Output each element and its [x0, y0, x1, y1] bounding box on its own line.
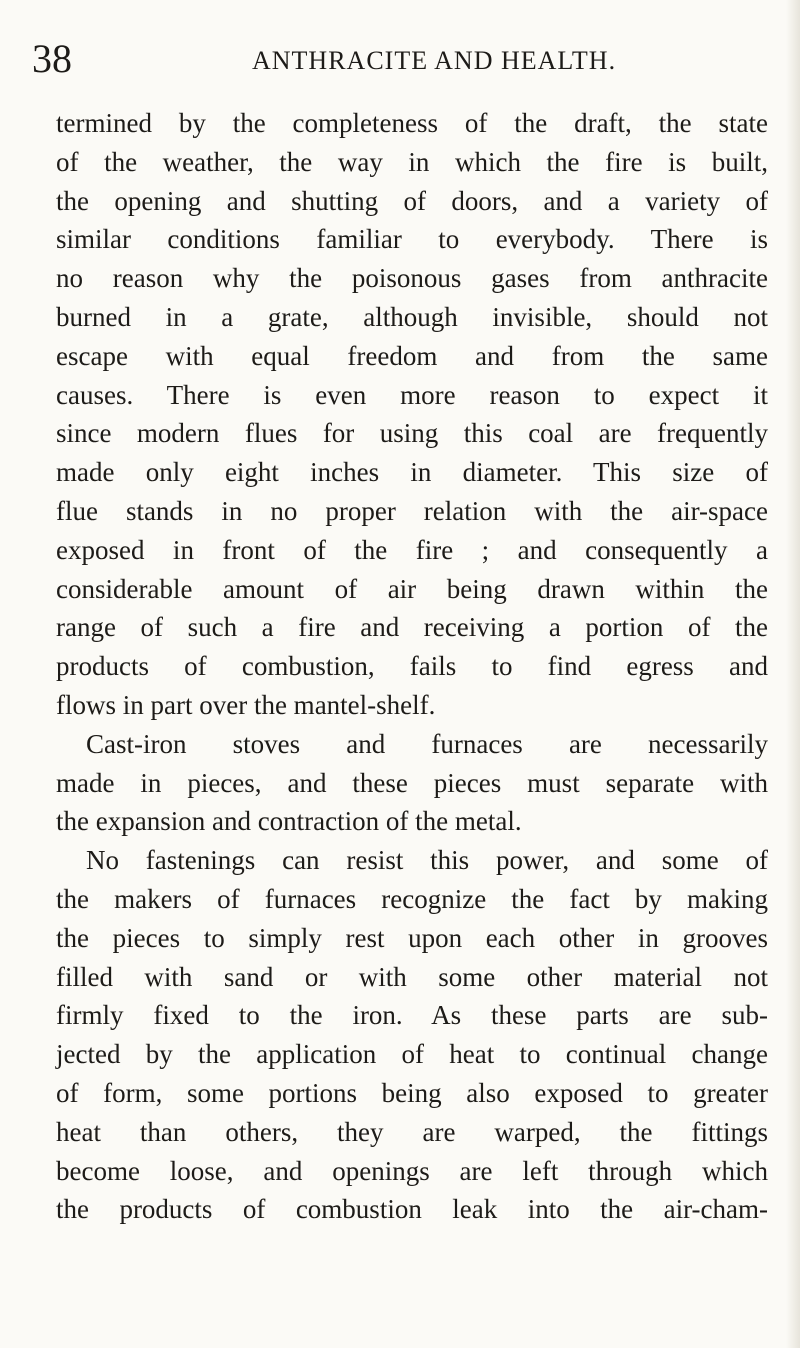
- text-line: of form, some portions being also exposed to greater: [56, 1077, 768, 1108]
- text-line: termined by the completeness of the draft, the state: [56, 108, 768, 138]
- body-text: [56, 104, 768, 1229]
- text-line: similar conditions familiar to everybody. There is: [56, 224, 768, 255]
- text-line: the pieces to simply rest upon each other in grooves: [56, 922, 768, 953]
- text-line: range of such a fire and receiving a portion of the: [56, 612, 768, 643]
- text-line: firmly fixed to the iron. As these parts are sub-: [56, 1000, 768, 1031]
- page-edge-shadow: [786, 0, 800, 1348]
- text-line: No fastenings can resist this power, and some of: [86, 845, 768, 876]
- text-line: since modern flues for using this coal are frequently: [56, 418, 768, 449]
- text-line: burned in a grate, although invisible, should not: [56, 301, 768, 332]
- text-line: heat than others, they are warped, the fittings: [56, 1116, 768, 1147]
- text-line: the opening and shutting of doors, and a variety of: [56, 185, 768, 216]
- text-line: escape with equal freedom and from the same: [56, 340, 768, 371]
- page-number: 38: [32, 36, 72, 81]
- text-line: the expansion and contraction of the metal.: [56, 806, 522, 837]
- text-line: flue stands in no proper relation with the air-space: [56, 495, 768, 526]
- text-line: made in pieces, and these pieces must separate with: [56, 767, 768, 798]
- text-line: of the weather, the way in which the fire is built,: [56, 146, 768, 177]
- text-line: made only eight inches in diameter. This size of: [56, 457, 768, 488]
- running-head: ANTHRACITE AND HEALTH.: [252, 46, 617, 75]
- text-line: filled with sand or with some other material not: [56, 961, 768, 992]
- text-line: the makers of furnaces recognize the fact by making: [56, 883, 768, 914]
- text-line: no reason why the poisonous gases from anthracite: [56, 263, 768, 294]
- page-header: [32, 34, 772, 84]
- text-line: exposed in front of the fire ; and consequently a: [56, 534, 768, 565]
- text-line: jected by the application of heat to continual change: [56, 1039, 768, 1070]
- text-line: the products of combustion leak into the air-cham-: [56, 1194, 768, 1225]
- text-line: Cast-iron stoves and furnaces are necessarily: [86, 728, 768, 759]
- text-line: flows in part over the mantel-shelf.: [56, 689, 436, 720]
- text-line: products of combustion, fails to find egress and: [56, 651, 768, 682]
- text-line: become loose, and openings are left through which: [56, 1155, 768, 1186]
- text-line: causes. There is even more reason to expect it: [56, 379, 768, 410]
- text-line: considerable amount of air being drawn within the: [56, 573, 768, 604]
